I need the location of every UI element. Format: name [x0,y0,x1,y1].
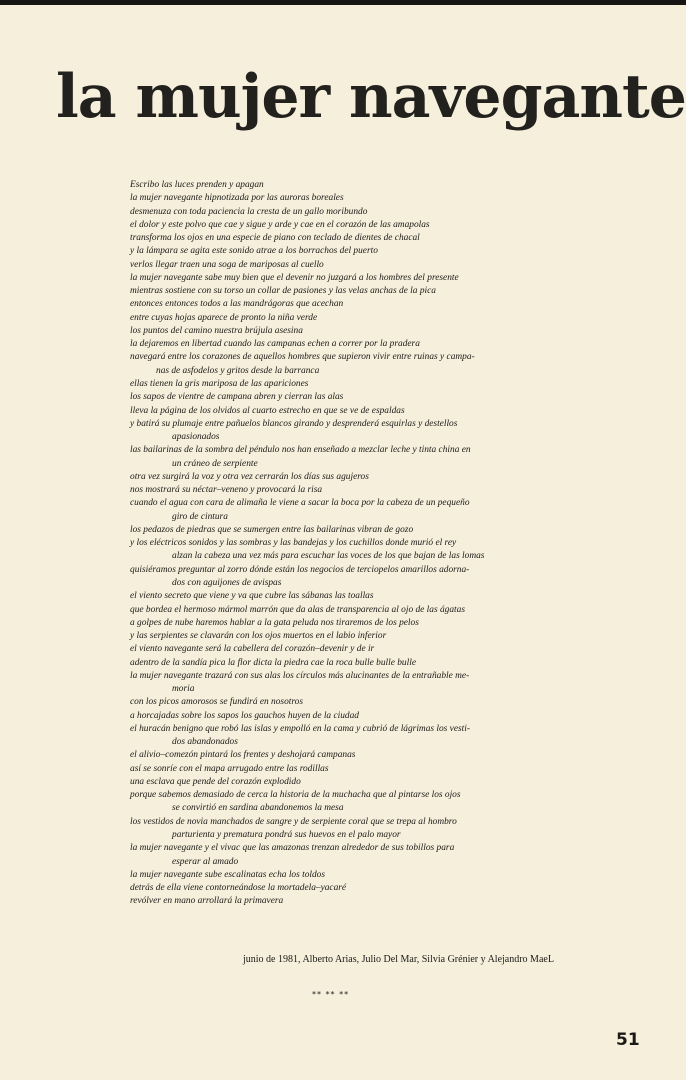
poem-line: alzan la cabeza una vez más para escuchar las voces de los que bajan de las lomas [172,551,485,562]
page-title: la mujer navegante [56,62,686,132]
poem-line: así se sonríe con el mapa arrugado entre las rodillas [130,763,329,774]
poem-line: la mujer navegante y el vivac que las amazonas trenzan alrededor de sus tobillos para [130,843,455,854]
signature-line: junio de 1981, Alberto Arias, Julio Del Mar, Silvia Grénier y Alejandro MaeL [243,954,554,965]
poem-line: nos mostrará su néctar–veneno y provocará la risa [130,485,323,496]
poem-line: el dolor y este polvo que cae y sigue y arde y cae en el corazón de las amapolas [130,219,430,230]
poem-line: dos con aguijones de avispas [172,577,282,588]
poem-line: el alivio–comezón pintará los frentes y deshojará campanas [130,750,356,761]
poem-line: ellas tienen la gris mariposa de las apariciones [130,378,309,389]
poem-line: a horcajadas sobre los sapos los gauchos huyen de la ciudad [130,710,359,721]
poem-line: la mujer navegante hipnotizada por las auroras boreales [130,193,344,204]
poem-line: que bordea el hermoso mármol marrón que da alas de transparencia al ojo de las ágatas [130,604,465,615]
poem-line: y los eléctricos sonidos y las sombras y las bandejas y los cuchillos donde murió el rey [130,538,457,549]
separator-asterisks: ** ** ** [312,990,350,999]
poem-line: los pedazos de piedras que se sumergen entre las bailarinas vibran de gozo [130,524,414,535]
poem-line: con los picos amorosos se fundirá en nosotros [130,697,304,708]
poem-line: a golpes de nube haremos hablar a la gata peluda nos tiraremos de los pelos [130,617,419,628]
poem-line: entonces entonces todos a las mandrágoras que acechan [130,299,344,310]
poem-line: el viento navegante será la cabellera del corazón–devenir y de ir [130,644,375,655]
poem-line: porque sabemos demasiado de cerca la historia de la muchacha que al pintarse los ojos [130,790,461,801]
poem-line: dos abandonados [172,737,238,748]
poem-line: esperar al amado [172,856,239,867]
poem-line: quisiéramos preguntar al zorro dónde están los negocios de terciopelos amarillos adorna- [130,564,470,575]
poem-line: mientras sostiene con su torso un collar de pasiones y las velas anchas de la pica [130,286,436,297]
poem-line: los puntos del camino nuestra brújula asesina [130,325,303,336]
poem-line: las bailarinas de la sombra del péndulo nos han enseñado a mezclar leche y tinta china en [130,445,471,456]
poem-line: se convirtió en sardina abandonemos la mesa [172,803,344,814]
poem-body [130,179,540,909]
page-number: 51 [616,1030,640,1050]
poem-line: detrás de ella viene contorneándose la mortadela–yacaré [130,883,347,894]
poem-line: y batirá su plumaje entre pañuelos blancos girando y desprenderá esquirlas y destellos [130,418,458,429]
poem-line: cuando el agua con cara de alimaña le viene a sacar la boca por la cabeza de un pequeño [130,498,470,509]
poem-line: revólver en mano arrollará la primavera [130,896,284,907]
poem-line: y la lámpara se agita este sonido atrae a los borrachos del puerto [130,246,378,257]
poem-line: giro de cintura [172,511,228,522]
poem-line: nas de asfodelos y gritos desde la barranca [156,365,320,376]
top-edge-bar [0,0,686,5]
poem-line: navegará entre los corazones de aquellos hombres que supieron vivir entre ruinas y campa- [130,352,475,363]
poem-line: verlos llegar traen una soga de mariposas al cuello [130,259,324,270]
poem-line: adentro de la sandía pica la flor dicta la piedra cae la roca bulle bulle bulle [130,657,416,668]
poem-line: apasionados [172,432,220,443]
poem-line: lleva la página de los olvidos al cuarto estrecho en que se ve de espaldas [130,405,405,416]
poem-line: una esclava que pende del corazón explodido [130,776,301,787]
poem-line: la dejaremos en libertad cuando las campanas echen a correr por la pradera [130,339,420,350]
poem-line: los sapos de vientre de campana abren y cierran las alas [130,392,344,403]
poem-line: otra vez surgirá la voz y otra vez cerrarán los días sus agujeros [130,471,369,482]
poem-line: un cráneo de serpiente [172,458,258,469]
poem-line: moria [172,684,195,695]
poem-line: Escribo las luces prenden y apagan [130,180,264,190]
poem-line: la mujer navegante trazará con sus alas los círculos más alucinantes de la entrañable me- [130,670,470,681]
poem-line: y las serpientes se clavarán con los ojos muertos en el labio inferior [130,631,387,642]
poem-line: desmenuza con toda paciencia la cresta de un gallo moribundo [130,206,368,217]
poem-line: el viento secreto que viene y va que cubre las sábanas las toallas [130,591,374,602]
poem-line: la mujer navegante sube escalinatas echa los toldos [130,869,326,880]
poem-line: el huracán benigno que robó las islas y empolló en la cama y cubrió de lágrimas los vesti- [130,723,470,734]
poem-line: la mujer navegante sabe muy bien que el devenir no juzgará a los hombres del presente [130,272,459,283]
poem-line: transforma los ojos en una especie de piano con teclado de dientes de chacal [130,233,420,244]
poem-line: parturienta y prematura pondrá sus huevos en el palo mayor [172,830,401,841]
poem-line: entre cuyas hojas aparece de pronto la niña verde [130,312,318,323]
poem-line: los vestidos de novia manchados de sangre y de serpiente coral que se trepa al hombro [130,816,457,827]
